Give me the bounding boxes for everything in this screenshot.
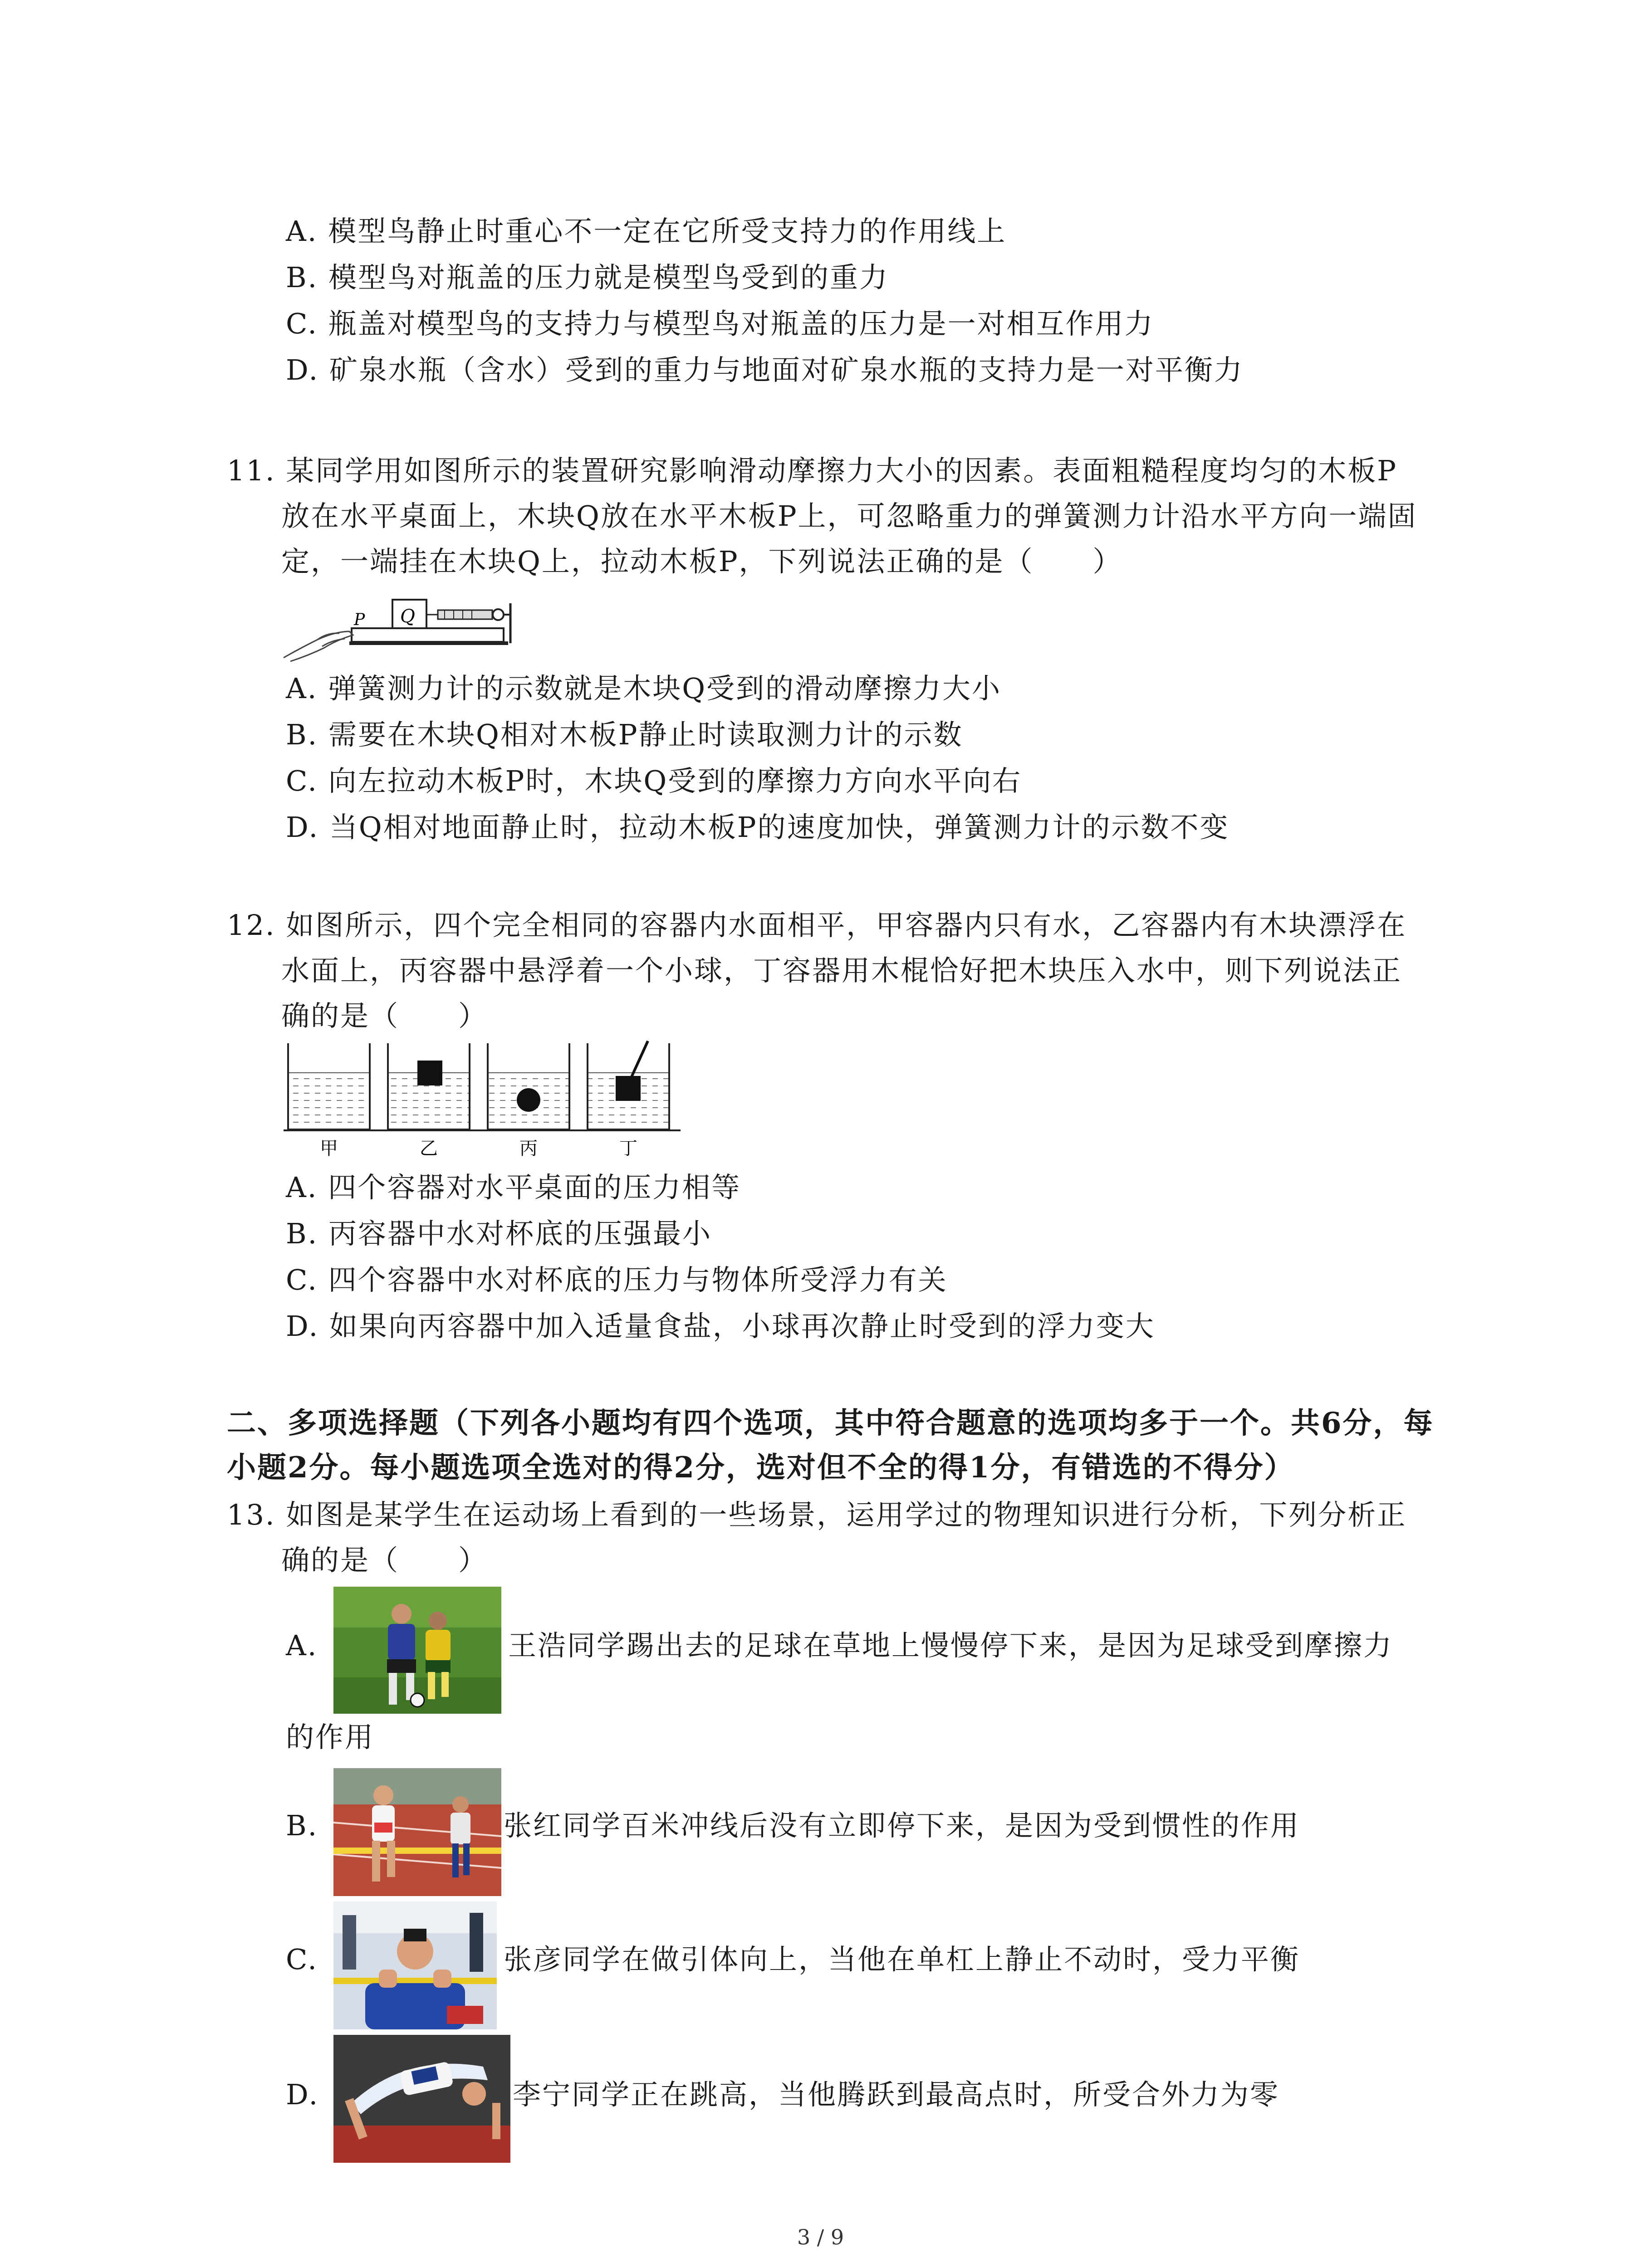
photo-soccer-players [333,1587,501,1714]
photo-pull-up [333,1901,497,2029]
q13-stem-line1: 13. 如图是某学生在运动场上看到的一些场景，运用学过的物理知识进行分析，下列分析正 [227,1498,1407,1531]
spring-scale [438,610,492,619]
q12-option-a: A. 四个容器对水平桌面的压力相等 [286,1171,741,1204]
label-ding: 丁 [619,1138,637,1159]
section2-heading-line1: 二、多项选择题（下列各小题均有四个选项，其中符合题意的选项均多于一个。共6分，每 [227,1406,1434,1440]
label-bing: 丙 [519,1138,538,1159]
q10-option-a: A. 模型鸟静止时重心不一定在它所受支持力的作用线上 [286,215,1007,248]
label-p: P [354,611,365,629]
q11-stem-line1: 11. 某同学用如图所示的装置研究影响滑动摩擦力大小的因素。表面粗糙程度均匀的木板P [227,454,1398,487]
container-jia [288,1043,370,1129]
container-ding [588,1041,669,1129]
q11-friction-apparatus-figure [281,590,517,662]
q12-option-c: C. 四个容器中水对杯底的压力与物体所受浮力有关 [286,1263,948,1296]
section2-heading-line2: 小题2分。每小题选项全选对的得2分，选对但不全的得1分，有错选的不得分） [227,1451,1295,1485]
hand-icon [284,631,353,661]
label-jia: 甲 [320,1138,338,1159]
q11-stem-line3: 定，一端挂在木块Q上，拉动木板P，下列说法正确的是（ ） [281,545,1122,578]
q13-option-c-letter: C. [286,1943,318,1976]
q13-option-c-text: 张彦同学在做引体向上，当他在单杠上静止不动时，受力平衡 [504,1943,1300,1976]
label-yi: 乙 [420,1138,438,1159]
q13-option-a-cont: 的作用 [286,1721,375,1754]
q11-stem-line2: 放在水平桌面上，木块Q放在水平木板P上，可忽略重力的弹簧测力计沿水平方向一端固 [281,499,1417,533]
q12-stem-line3: 确的是（ ） [281,999,488,1032]
floating-wood-block [417,1061,442,1085]
q11-option-b: B. 需要在木块Q相对木板P静止时读取测力计的示数 [286,718,963,751]
q12-option-d: D. 如果向丙容器中加入适量食盐，小球再次静止时受到的浮力变大 [286,1310,1155,1343]
q13-option-d-text: 李宁同学正在跳高，当他腾跃到最高点时，所受合外力为零 [513,2078,1280,2111]
q12-stem-line1: 12. 如图所示，四个完全相同的容器内水面相平，甲容器内只有水，乙容器内有木块漂浮在 [227,909,1407,942]
board-p [352,628,504,642]
q13-option-b-letter: B. [286,1809,318,1842]
q13-option-a-text: 王浩同学踢出去的足球在草地上慢慢停下来，是因为足球受到摩擦力 [508,1629,1393,1662]
q11-option-c: C. 向左拉动木板P时，木块Q受到的摩擦力方向水平向右 [286,764,1022,797]
photo-high-jump [333,2035,510,2163]
q11-option-d: D. 当Q相对地面静止时，拉动木板P的速度加快，弹簧测力计的示数不变 [286,811,1230,844]
suspended-ball [517,1088,540,1112]
q11-option-a: A. 弹簧测力计的示数就是木块Q受到的滑动摩擦力大小 [286,672,1002,705]
wooden-stick [632,1041,648,1077]
fixed-end [493,609,504,620]
horizontal-bar [333,1978,497,1984]
q13-option-a-letter: A. [286,1629,318,1662]
q13-stem-line2: 确的是（ ） [281,1544,488,1577]
photo-sprint-finish [333,1768,501,1896]
q12-stem-line2: 水面上，丙容器中悬浮着一个小球，丁容器用木棍恰好把木块压入水中，则下列说法正 [281,954,1402,987]
page-number: 3 / 9 [797,2225,844,2249]
q10-option-c: C. 瓶盖对模型鸟的支持力与模型鸟对瓶盖的压力是一对相互作用力 [286,307,1154,340]
q10-option-d: D. 矿泉水瓶（含水）受到的重力与地面对矿泉水瓶的支持力是一对平衡力 [286,353,1244,386]
q10-option-b: B. 模型鸟对瓶盖的压力就是模型鸟受到的重力 [286,261,889,294]
submerged-wood-block [616,1076,641,1101]
q13-option-d-letter: D. [286,2078,319,2111]
q12-option-b: B. 丙容器中水对杯底的压强最小 [286,1217,712,1250]
container-yi [388,1043,470,1129]
container-bing [488,1043,569,1129]
q12-containers-figure [281,1039,690,1161]
q13-option-b-text: 张红同学百米冲线后没有立即停下来，是因为受到惯性的作用 [504,1809,1300,1842]
label-q: Q [400,606,415,627]
